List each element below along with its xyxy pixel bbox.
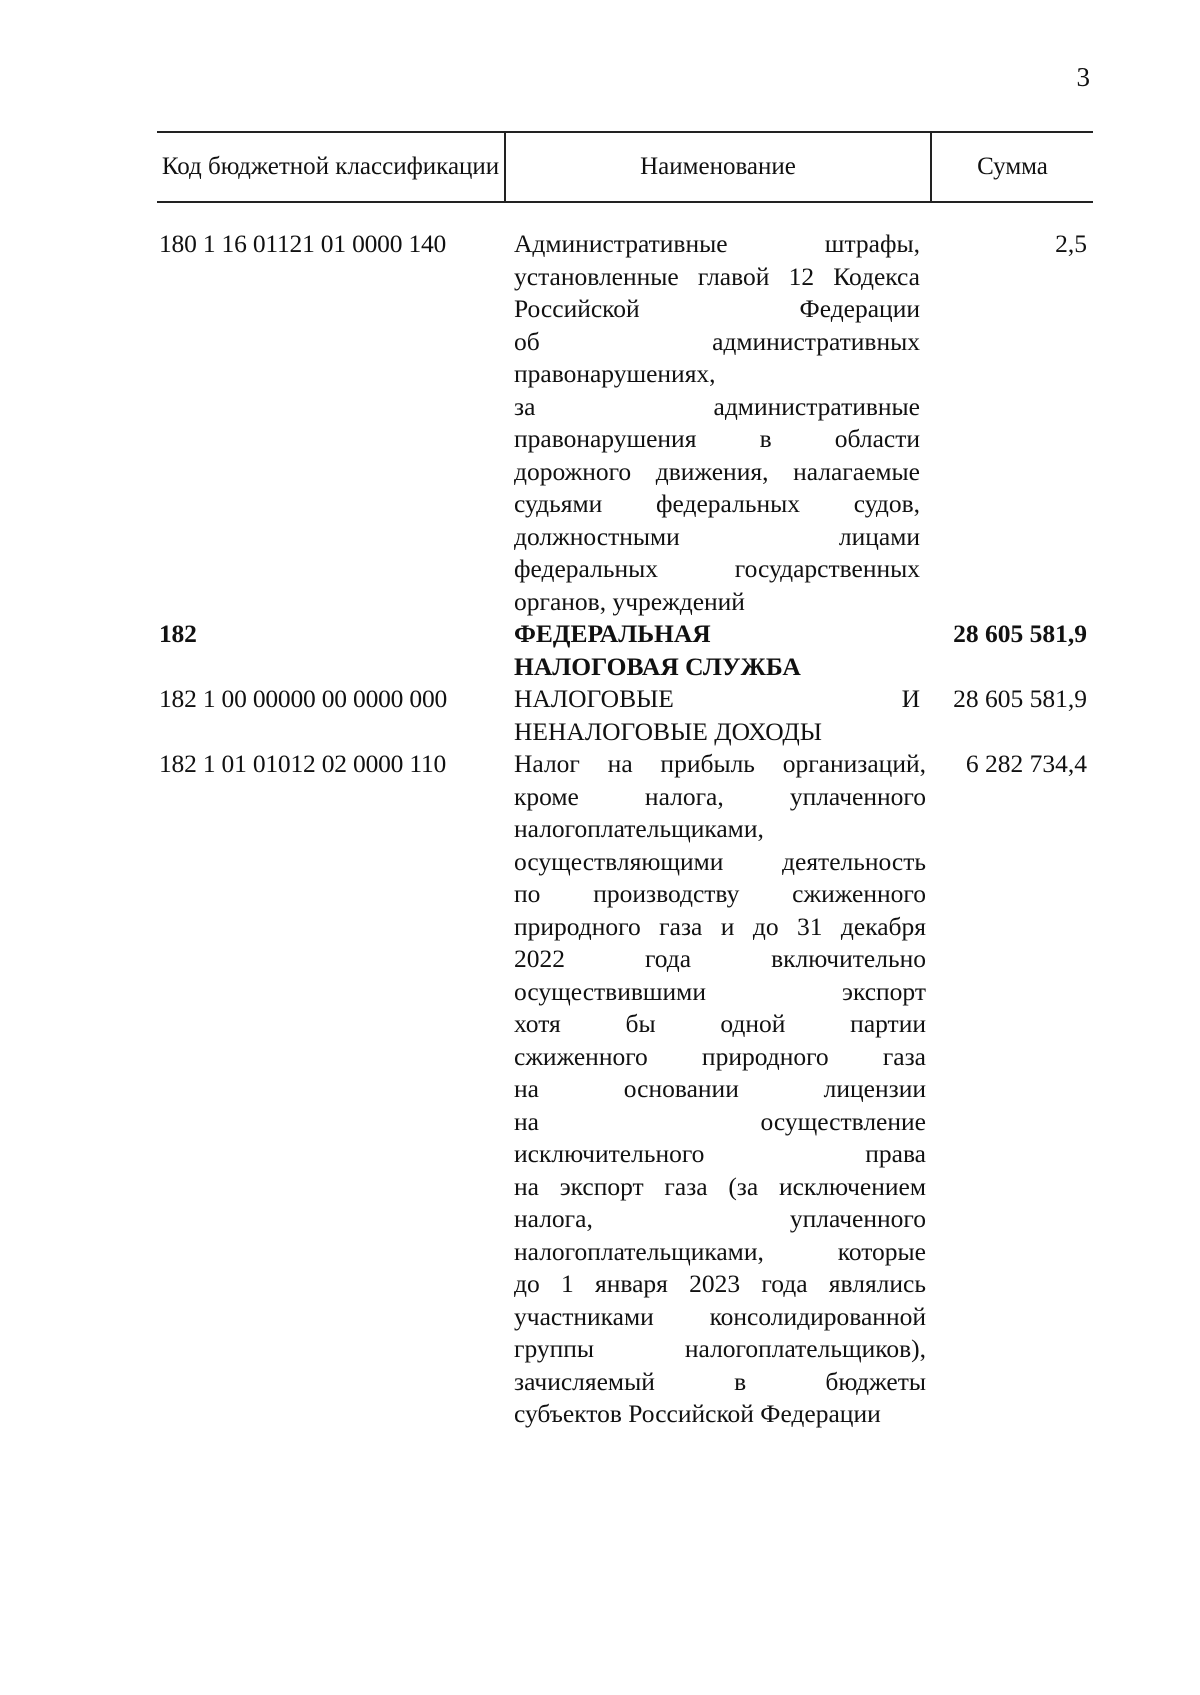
name-line: Административные штрафы, xyxy=(514,229,920,258)
name-line: на экспорт газа (за исключением xyxy=(514,1171,926,1201)
header-code: Код бюджетной классификации xyxy=(161,153,500,180)
name-line: НЕНАЛОГОВЫЕ ДОХОДЫ xyxy=(514,716,822,746)
name-line: исключительного права xyxy=(514,1139,926,1168)
name-line: 2022 года включительно xyxy=(514,944,926,973)
name-line: хотя бы одной партии xyxy=(514,1009,926,1038)
name-line: правонарушения в области xyxy=(514,424,920,453)
name-line: Налог на прибыль организаций, xyxy=(514,749,926,778)
name-line: налогоплательщиками, которые xyxy=(514,1236,926,1266)
name-line: на осуществление xyxy=(514,1106,926,1136)
name-line: органов, учреждений xyxy=(514,586,745,616)
row-name xyxy=(514,683,920,748)
name-line: группы налогоплательщиков), xyxy=(514,1334,926,1363)
name-line: судьями федеральных судов, xyxy=(514,489,920,518)
name-line: субъектов Российской Федерации xyxy=(514,1399,881,1428)
name-line: правонарушениях, xyxy=(514,359,716,388)
row-name xyxy=(514,618,920,683)
row-name xyxy=(514,228,920,618)
name-line: налогоплательщиками, xyxy=(514,814,764,843)
name-line: федеральных государственных xyxy=(514,554,920,583)
row-code: 182 1 01 01012 02 0000 110 xyxy=(159,749,447,778)
name-line: по производству сжиженного xyxy=(514,879,926,908)
name-line: НАЛОГОВАЯ СЛУЖБА xyxy=(514,651,801,681)
row-code: 182 1 00 00000 00 0000 000 xyxy=(159,684,448,713)
header-name: Наименование xyxy=(504,133,932,201)
row-sum: 28 605 581,9 xyxy=(953,684,1087,713)
name-line: об административных xyxy=(514,326,920,356)
table-header xyxy=(157,131,1093,203)
name-line: налога, уплаченного xyxy=(514,1204,926,1233)
name-line: на основании лицензии xyxy=(514,1074,926,1103)
name-line: зачисляемый в бюджеты xyxy=(514,1366,926,1396)
name-line: осуществившими экспорт xyxy=(514,976,926,1006)
row-code: 182 xyxy=(159,619,197,648)
row-name xyxy=(514,748,926,1431)
name-line: до 1 января 2023 года являлись xyxy=(514,1269,926,1298)
name-line: за административные xyxy=(514,391,920,421)
page-number: 3 xyxy=(1076,62,1090,92)
name-line: природного газа и до 31 декабря xyxy=(514,911,926,941)
name-line: Российской Федерации xyxy=(514,294,920,323)
row-sum: 6 282 734,4 xyxy=(965,749,1087,778)
name-line: установленные главой 12 Кодекса xyxy=(514,261,920,291)
name-line: должностными лицами xyxy=(514,521,920,551)
name-line: осуществляющими деятельность xyxy=(514,846,926,876)
row-code: 180 1 16 01121 01 0000 140 xyxy=(159,229,447,258)
name-line: НАЛОГОВЫЕ И xyxy=(514,684,920,713)
name-line: сжиженного природного газа xyxy=(514,1041,926,1071)
name-line: кроме налога, уплаченного xyxy=(514,781,926,811)
header-sum: Сумма xyxy=(977,153,1048,180)
name-line: участниками консолидированной xyxy=(514,1301,926,1331)
row-sum: 2,5 xyxy=(1055,229,1087,258)
name-line: ФЕДЕРАЛЬНАЯ xyxy=(514,619,711,648)
row-sum: 28 605 581,9 xyxy=(953,619,1087,648)
name-line: дорожного движения, налагаемые xyxy=(514,456,920,486)
